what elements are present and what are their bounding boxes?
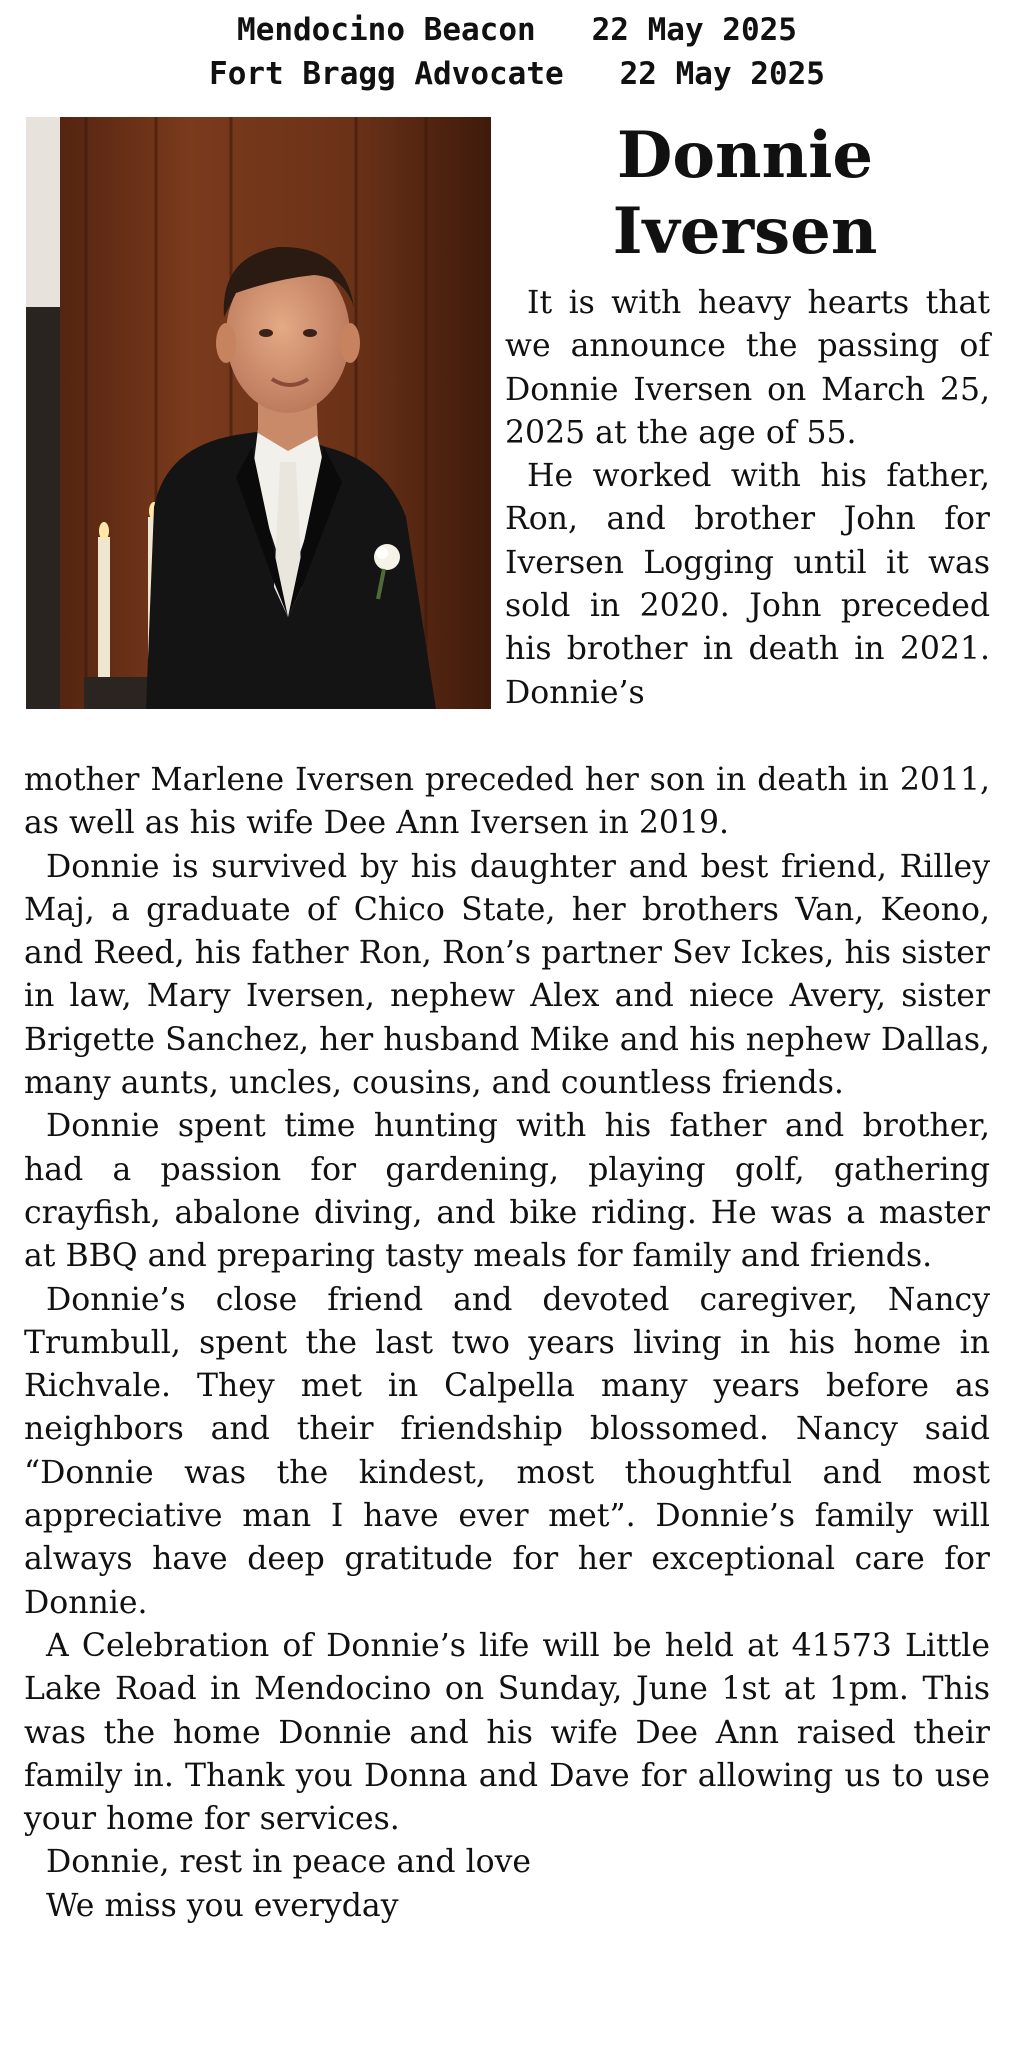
portrait-photo-icon bbox=[26, 117, 491, 709]
paragraph-caregiver: Donnie’s close friend and devoted caregiver, Nancy Trumbull, spent the last two years living in his home in Richvale. They met in Calpella many years before as neighbors and their friendship blossomed. Nancy said “Donnie was the kindest, most thoughtful and most appreciative man I have ever met”. Donnie’s family will always have deep gratitude for her exceptional care for Donnie. bbox=[24, 1281, 990, 1621]
first-name: Donnie bbox=[616, 118, 874, 193]
closing-line-we-miss-you: We miss you everyday bbox=[46, 1887, 399, 1924]
closing-lines bbox=[24, 1841, 990, 1928]
paragraph-hobbies: Donnie spent time hunting with his father and brother, had a passion for gardening, playing golf, gathering crayfish, abalone diving, and bike riding. He was a master at BBQ and preparing tasty meals for family and friends. bbox=[24, 1108, 990, 1275]
deceased-name-heading bbox=[520, 118, 970, 270]
obituary-photo bbox=[26, 117, 491, 709]
paragraph-celebration: A Celebration of Donnie’s life will be held at 41573 Little Lake Road in Mendocino on Sunday, June 1st at 1pm. This was the home Donnie and his wife Dee Ann raised their family in. Thank you Donna and Dave for allowing us to use your home for services. bbox=[24, 1627, 990, 1838]
masthead-line-mendocino-beacon: Mendocino Beacon 22 May 2025 bbox=[237, 12, 797, 48]
masthead-line-fort-bragg-advocate: Fort Bragg Advocate 22 May 2025 bbox=[209, 56, 825, 92]
masthead bbox=[0, 8, 1034, 96]
closing-line-rest-in-peace: Donnie, rest in peace and love bbox=[46, 1844, 532, 1881]
paragraph-announcement: It is with heavy hearts that we announce the passing of Donnie Iversen on March 25, 2025 at the age of 55. bbox=[505, 285, 990, 451]
paragraph-work-continued: mother Marlene Iversen preceded her son in death in 2011, as well as his wife Dee Ann Iversen in 2019. bbox=[24, 762, 990, 842]
last-name: Iversen bbox=[612, 194, 878, 269]
paragraph-work-start: He worked with his father, Ron, and brother John for Iversen Logging until it was sold in 2020. John preceded his brother in death in 2021. Donnie’s bbox=[505, 458, 990, 711]
obituary-text-narrow-column bbox=[505, 282, 990, 715]
paragraph-survivors: Donnie is survived by his daughter and best friend, Rilley Maj, a graduate of Chico State, her brothers Van, Keono, and Reed, his father Ron, Ron’s partner Sev Ickes, his sister in law, Mary Iversen, nephew Alex and niece Avery, sister Brigette Sanchez, her husband Mike and his nephew Dallas, many aunts, uncles, cousins, and countless friends. bbox=[24, 848, 990, 1102]
obituary-text-full-column bbox=[24, 759, 990, 1928]
